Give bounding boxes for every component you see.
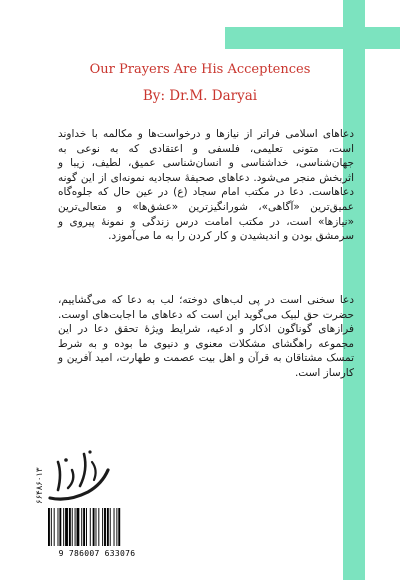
description-paragraph-1: دعاهای اسلامی فراتر از نیازها و درخواست‌ها و مکالمه با خداوند است، متونی تعلیمی، فلسفی و اعتقادی که به نوعی به جهان‌شناسی، خداشناسی و انسان‌شناسی عمیق، لطیف، زیبا و اثربخش منجر می‌شود. دعاهای صحیفهٔ سجادیه نمونه‌ای از این گونه دعاهاست. دعا در مکتب امام سجاد (ع) در عین حال که جلوه‌گاه عمیق‌ترین «آگاهی»، شورانگیزترین «عشق‌ها» و متعالی‌ترین «نیازها» است، در مکتب امامت درس زندگی و نمونهٔ پیروی و سرمشق بودن و اندیشیدن و کار کردن را به ما می‌آموزد. xyxy=(58,128,354,243)
barcode-bar xyxy=(54,508,55,546)
barcode-bar xyxy=(59,508,61,546)
barcode-bar xyxy=(93,508,95,546)
calligraphy-logo-icon xyxy=(50,450,108,499)
barcode-bar xyxy=(118,508,120,546)
barcode-bar xyxy=(83,508,85,546)
book-title: Our Prayers Are His Acceptences xyxy=(89,62,311,77)
book-author: By: Dr.M. Daryai xyxy=(142,88,258,104)
barcode-bar xyxy=(58,508,59,546)
publisher-logo xyxy=(28,440,118,506)
barcode-bar xyxy=(72,508,73,546)
isbn-barcode xyxy=(44,506,150,559)
barcode-bar xyxy=(75,508,76,546)
description-paragraph-2: دعا سخنی است در پی لب‌های دوخته؛ لب به دعا که می‌گشاییم، حضرت حق لبیک می‌گوید این است که دعاهای ما اجابت‌های اوست. فرازهای گوناگون اذکار و ادعیه، شرایط ویژهٔ تحقق دعا در این مجموعه راهگشای مشکلات معنوی و دنیوی ما بوده و به شرط تمسک مشتاقان به قرآن و اهل بیت عصمت و طهارت، امید آفرین و کارساز است. xyxy=(58,294,354,379)
isbn-number: 9 786007 633076 xyxy=(58,549,136,558)
publisher-logo-lettering xyxy=(28,440,29,441)
barcode-bar xyxy=(51,508,52,546)
barcode-bar xyxy=(86,508,87,546)
publisher-phone: ۶۶۴۸۶۰۱۳ xyxy=(35,467,45,504)
barcode-bar xyxy=(69,508,71,546)
publisher-logo-mark xyxy=(28,440,118,506)
barcode-bar xyxy=(114,508,115,546)
barcode-bar xyxy=(77,508,80,546)
barcode-bar xyxy=(90,508,91,546)
barcode-bars xyxy=(44,506,150,548)
barcode-bar xyxy=(81,508,82,546)
barcode-bar xyxy=(48,508,50,546)
barcode-bar xyxy=(116,508,117,546)
barcode-bar xyxy=(110,508,111,546)
barcode-bar xyxy=(96,508,97,546)
cross-horizontal-bar xyxy=(225,27,400,49)
cross-vertical-bar xyxy=(343,0,365,580)
barcode-bar xyxy=(104,508,106,546)
barcode-bar xyxy=(98,508,99,546)
barcode-bar xyxy=(102,508,103,546)
barcode-bar xyxy=(63,508,64,546)
barcode-bar xyxy=(107,508,109,546)
barcode-bar xyxy=(65,508,68,546)
